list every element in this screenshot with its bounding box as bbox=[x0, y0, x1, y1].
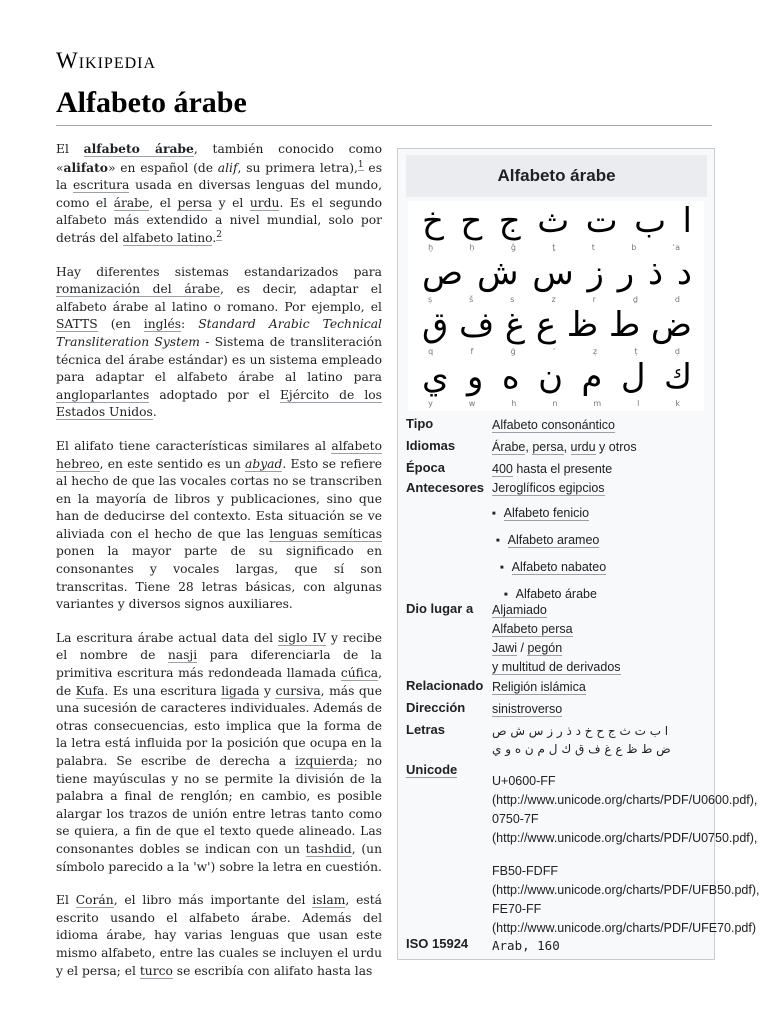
letter: ح bbox=[460, 201, 483, 241]
letter: ك bbox=[663, 357, 692, 397]
ref-1[interactable]: 1 bbox=[357, 159, 364, 170]
infobox: Alfabeto árabe ا ب ت ث ج ح خ ʾa b t ṯ ǧ ḥ ḫ د ذ ر ز س ش ص d ḏ r z s š ṣ ض ط ظ ع غ ف ق ḍ ṭ ẓ ʿ ġ f q ك ل م ن ه و ي k l m n h w y Tipo Alfabeto consonántico Idiomas Árabe, persa, urdu y otros Época 400 hasta el presente Antecesores Jeroglíficos egipcios ■ Alfabeto fenicio ■ Alfabeto arameo ■ Alfabeto nabateo ■ Alfabeto árabe Dio lugar a Aljamiado Alfabeto persa Jawi / pegón y multitud de derivados Relacionado Religión islámica Dirección sinistroverso Letras ا ب ت ث ج ح خ د ذ ر ز س ش ص ض ط ظ ع غ ف ق ك ل م ن ه و ي Unicode U+0600-FF (http://www.unicode.org/charts/PDF/U0600.pdf), 0750-7F (http://www.unicode.org/charts/PDF/U0750.pdf), FB50-FDFF (http://www.unicode.org/charts/PDF/UFB50.pdf), FE70-FF (http://www.unicode.org/charts/PDF/UFE70.pdf) ISO 15924 Arab, 160 bbox=[397, 148, 715, 960]
letter: ن bbox=[538, 357, 564, 397]
translit-row: k l m n h w y bbox=[428, 399, 680, 408]
letter-chart bbox=[408, 201, 704, 411]
letter: ع bbox=[535, 305, 557, 345]
letter: ب bbox=[634, 201, 667, 241]
translit-row: ʾa b t ṯ ǧ ḥ ḫ bbox=[428, 243, 680, 252]
letter: ط bbox=[608, 305, 641, 345]
label-idiomas: Idiomas bbox=[406, 438, 456, 453]
letter: ق bbox=[422, 305, 449, 345]
link-alfabeto-hebreo[interactable]: alfabeto hebreo bbox=[56, 438, 382, 471]
letter: س bbox=[532, 253, 574, 293]
link-jeroglificos[interactable]: Jeroglíficos egipcios bbox=[492, 481, 605, 495]
link-persa[interactable]: persa bbox=[177, 195, 213, 210]
label-letras: Letras bbox=[406, 722, 446, 737]
paragraph: El alfabeto árabe, también conocido como «alifato» en español (de alif, su primera letra),$^1$ es la escritura usada en diversas lenguas del mundo, como el árabe, el persa y el urdu. Es el segundo alfabeto más extendido a nivel mundial, solo por detrás del alfabeto latino.$^2$ bbox=[56, 141, 383, 245]
letters-line: ض ط ظ ع غ ف ق ك ل م ن ه و ي bbox=[492, 742, 671, 756]
link-coran[interactable]: Corán bbox=[75, 893, 114, 908]
link-idioma-persa[interactable]: persa bbox=[532, 440, 564, 454]
letter: ف bbox=[459, 305, 495, 345]
letter-row bbox=[422, 253, 692, 293]
link-alfabeto-persa[interactable]: Alfabeto persa bbox=[492, 622, 573, 636]
letter: ض bbox=[650, 305, 692, 345]
letter: ي bbox=[422, 357, 449, 397]
letter: ز bbox=[587, 253, 604, 293]
link-turco[interactable]: turco bbox=[139, 963, 173, 978]
link-escritura[interactable]: escritura bbox=[73, 178, 130, 193]
article-body bbox=[56, 140, 382, 996]
paragraph: Hay diferentes sistemas estandarizados para romanización del árabe, es decir, adaptar el alfabeto árabe al latino o romano. Por ejemplo, el SATTS (en inglés: Standard Arabic Technical Transliteration System - Sistema de transliteración técnica del árabe estándar) es un sistema empleado para adaptar el alfabeto árabe al latino para angloparlantes adoptado por el Ejército de los Estados Unidos. bbox=[56, 264, 382, 420]
letter: ذ bbox=[647, 253, 664, 293]
link-idioma-urdu[interactable]: urdu bbox=[570, 440, 596, 454]
letter: ج bbox=[498, 201, 521, 241]
link-satts[interactable]: SATTS bbox=[56, 317, 98, 332]
link-ejercito[interactable]: Ejército de los Estados Unidos bbox=[56, 387, 382, 420]
link-islam[interactable]: islam bbox=[312, 893, 346, 908]
link-derivados[interactable]: y multitud de derivados bbox=[492, 660, 621, 674]
link-alfabeto-arabe[interactable]: alfabeto árabe bbox=[83, 141, 194, 156]
link-arabe[interactable]: árabe bbox=[113, 195, 150, 210]
paragraph: El Corán, el libro más importante del islam, está escrito usando el alfabeto árabe. Además del idioma árabe, hay varias lenguas que usan este mismo alfabeto, entre las cuales se incluyen el urdu y el persa; el turco se escribía con alifato hasta las bbox=[56, 893, 383, 978]
label-direccion: Dirección bbox=[406, 700, 466, 715]
translit-row: ḍ ṭ ẓ ʿ ġ f q bbox=[428, 347, 680, 356]
link-lenguas-semiticas[interactable]: lenguas semíticas bbox=[269, 526, 383, 541]
link-kufa[interactable]: Kufa bbox=[75, 683, 105, 698]
label-dio-lugar: Dio lugar a bbox=[406, 601, 474, 616]
letter: ش bbox=[476, 253, 519, 293]
letter: غ bbox=[504, 305, 526, 345]
link-idioma-arabe[interactable]: Árabe bbox=[492, 440, 526, 454]
letter: ث bbox=[537, 201, 570, 241]
letter: ظ bbox=[566, 305, 599, 345]
label-iso: ISO 15924 bbox=[406, 936, 469, 951]
paragraph: El alifato tiene características similares al alfabeto hebreo, en este sentido es un abyad. Esto se refiere al hecho de que las vocales cortas no se transcriben en la mayoría de libros y publicaciones, sino que han de deducirse del contexto. Esta situación se ve aliviada con el hecho de que las lenguas semíticas ponen la mayor parte de su significado en consonantes y vocales largas, que sí son transcritas. Tiene 28 letras básicas, con algunas variantes y diversos signos auxiliares. bbox=[56, 438, 383, 612]
wikipedia-logo[interactable]: Wikipedia bbox=[56, 48, 157, 73]
unicode-range-1[interactable]: U+0600-FF (http://www.unicode.org/charts/PDF/U0600.pdf), bbox=[492, 774, 758, 807]
alfabeto-arabe-current: Alfabeto árabe bbox=[515, 587, 597, 601]
infobox-title: Alfabeto árabe bbox=[406, 155, 707, 197]
link-angloparlantes[interactable]: angloparlantes bbox=[56, 387, 150, 402]
link-400[interactable]: 400 bbox=[492, 462, 513, 476]
link-ingles[interactable]: inglés bbox=[143, 317, 182, 332]
link-nasji[interactable]: nasji bbox=[167, 648, 198, 663]
link-pegon[interactable]: pegón bbox=[527, 641, 563, 655]
label-epoca: Época bbox=[406, 460, 446, 475]
letter: ل bbox=[620, 357, 646, 397]
letters-line: ا ب ت ث ج ح خ د ذ ر ز س ش ص bbox=[492, 724, 669, 738]
link-romanizacion[interactable]: romanización del árabe bbox=[56, 282, 221, 297]
letter: ه bbox=[501, 357, 520, 397]
letter-row bbox=[422, 357, 692, 397]
link-sinistroverso[interactable]: sinistroverso bbox=[492, 702, 563, 716]
letter: ر bbox=[617, 253, 635, 293]
letter-row bbox=[422, 305, 692, 345]
link-urdu[interactable]: urdu bbox=[249, 195, 280, 210]
ref-2[interactable]: 2 bbox=[216, 229, 222, 240]
link-siglo-iv[interactable]: siglo IV bbox=[277, 630, 327, 645]
unicode-range-2[interactable]: 0750-7F (http://www.unicode.org/charts/PDF/U0750.pdf), bbox=[492, 812, 758, 845]
link-alfabeto-latino[interactable]: alfabeto latino bbox=[122, 230, 213, 245]
link-religion-islamica[interactable]: Religión islámica bbox=[492, 680, 586, 694]
link-cursiva[interactable]: cursiva bbox=[275, 683, 321, 698]
link-tashdid[interactable]: tashdid bbox=[305, 841, 352, 856]
label-antecesores: Antecesores bbox=[406, 480, 485, 495]
paragraph: La escritura árabe actual data del siglo IV y recibe el nombre de nasji para diferenciarla de la primitiva escritura más redondeada llamada cúfica, de Kufa. Es una escritura ligada y cursiva, más que una sucesión de caracteres individuales. Además de otras consecuencias, esto implica que la forma de la letra está influida por la posición que ocupa en la palabra. Se escribe de derecha a izquierda; no tiene mayúsculas y no se permite la división de la palabra a final de renglón; en cambio, es posible alargar los trazos de unión entre letras tanto como se quiera, a fin de que el texto quede alineado. Las consonantes dobles se indican con un tashdid, (un símbolo parecido a la 'w') sobre la letra en cuestión. bbox=[56, 630, 382, 874]
letter: م bbox=[581, 357, 603, 397]
link-aljamiado[interactable]: Aljamiado bbox=[492, 603, 547, 617]
link-cufica[interactable]: cúfica bbox=[340, 666, 379, 681]
label-relacionado: Relacionado bbox=[406, 678, 484, 693]
letter: د bbox=[676, 253, 692, 293]
letter: ا bbox=[682, 201, 692, 241]
link-unicode[interactable]: Unicode bbox=[406, 762, 458, 777]
link-alfabeto-nabateo[interactable]: Alfabeto nabateo bbox=[511, 560, 607, 574]
link-abyad[interactable]: abyad bbox=[245, 456, 283, 471]
letter: ص bbox=[422, 253, 464, 293]
title-divider bbox=[56, 125, 712, 126]
letter: خ bbox=[422, 201, 444, 241]
translit-row: d ḏ r z s š ṣ bbox=[428, 295, 680, 304]
link-ligada[interactable]: ligada bbox=[221, 683, 260, 698]
iso-value: Arab, 160 bbox=[492, 938, 560, 953]
letter: ت bbox=[585, 201, 618, 241]
letter-row bbox=[422, 201, 692, 241]
letter: و bbox=[467, 357, 484, 397]
link-alfabeto-fenicio[interactable]: Alfabeto fenicio bbox=[503, 506, 590, 520]
label-tipo: Tipo bbox=[406, 416, 434, 431]
link-alfabeto-arameo[interactable]: Alfabeto arameo bbox=[507, 533, 600, 547]
page-title: Alfabeto árabe bbox=[56, 86, 247, 119]
unicode-range-3[interactable]: FB50-FDFF (http://www.unicode.org/charts/PDF/UFB50.pdf), FE70-FF (http://www.unicode.org/charts/PDF/UFE70.pdf) bbox=[492, 864, 760, 935]
link-jawi[interactable]: Jawi bbox=[492, 641, 518, 655]
link-alfabeto-consonantico[interactable]: Alfabeto consonántico bbox=[492, 418, 616, 432]
link-izquierda[interactable]: izquierda bbox=[295, 754, 354, 768]
